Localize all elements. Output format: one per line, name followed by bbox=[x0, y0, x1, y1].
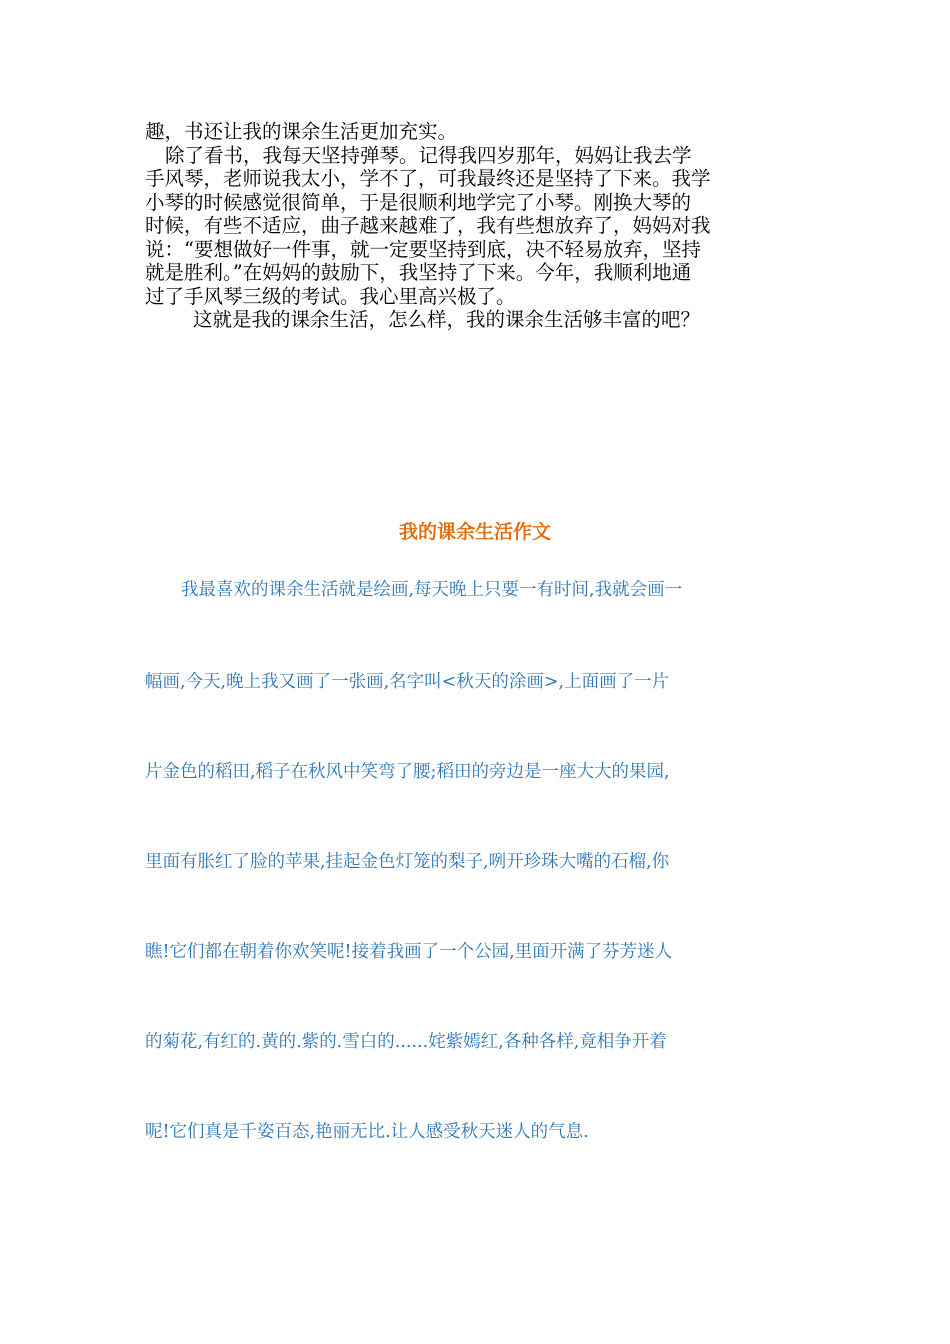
essay-line: 瞧!它们都在朝着你欢笑呢!接着我画了一个公园,里面开满了芬芳迷人 bbox=[145, 942, 673, 962]
essay-line: 我最喜欢的课余生活就是绘画,每天晚上只要一有时间,我就会画一 bbox=[181, 580, 683, 600]
essay-line: 里面有胀红了脸的苹果,挂起金色灯笼的梨子,咧开珍珠大嘴的石榴,你 bbox=[145, 852, 670, 872]
paragraph-line: 就是胜利。”在妈妈的鼓励下，我坚持了下来。今年，我顺利地通 bbox=[145, 261, 692, 284]
essay-line: 的菊花,有红的.黄的.紫的.雪白的......姹紫嫣红,各种各样,竟相争开着 bbox=[145, 1032, 667, 1052]
paragraph-line: 过了手风琴三级的考试。我心里高兴极了。 bbox=[145, 284, 516, 308]
essay-line: 呢!它们真是千姿百态,艳丽无比.让人感受秋天迷人的气息. bbox=[145, 1122, 589, 1142]
paragraph-line: 小琴的时候感觉很简单，于是很顺利地学完了小琴。刚换大琴的 bbox=[145, 190, 692, 214]
paragraph-line: 手风琴，老师说我太小，学不了，可我最终还是坚持了下来。我学 bbox=[145, 167, 711, 190]
paragraph-line: 除了看书，我每天坚持弹琴。记得我四岁那年，妈妈让我去学 bbox=[165, 143, 692, 167]
previous-essay-ending bbox=[145, 120, 815, 332]
paragraph-line: 这就是我的课余生活，怎么样，我的课余生活够丰富的吧？ bbox=[193, 308, 701, 331]
paragraph-line: 趣，书还让我的课余生活更加充实。 bbox=[145, 120, 458, 143]
paragraph-line: 说：“要想做好一件事，就一定要坚持到底，决不轻易放弃，坚持 bbox=[145, 237, 701, 261]
essay-line: 片金色的稻田,稻子在秋风中笑弯了腰;稻田的旁边是一座大大的果园, bbox=[145, 762, 670, 782]
essay-line: 幅画,今天,晚上我又画了一张画,名字叫<秋天的涂画>,上面画了一片 bbox=[145, 672, 670, 692]
essay-title: 我的课余生活作文 bbox=[398, 521, 551, 543]
paragraph-line: 时候，有些不适应，曲子越来越难了，我有些想放弃了，妈妈对我 bbox=[145, 214, 711, 237]
